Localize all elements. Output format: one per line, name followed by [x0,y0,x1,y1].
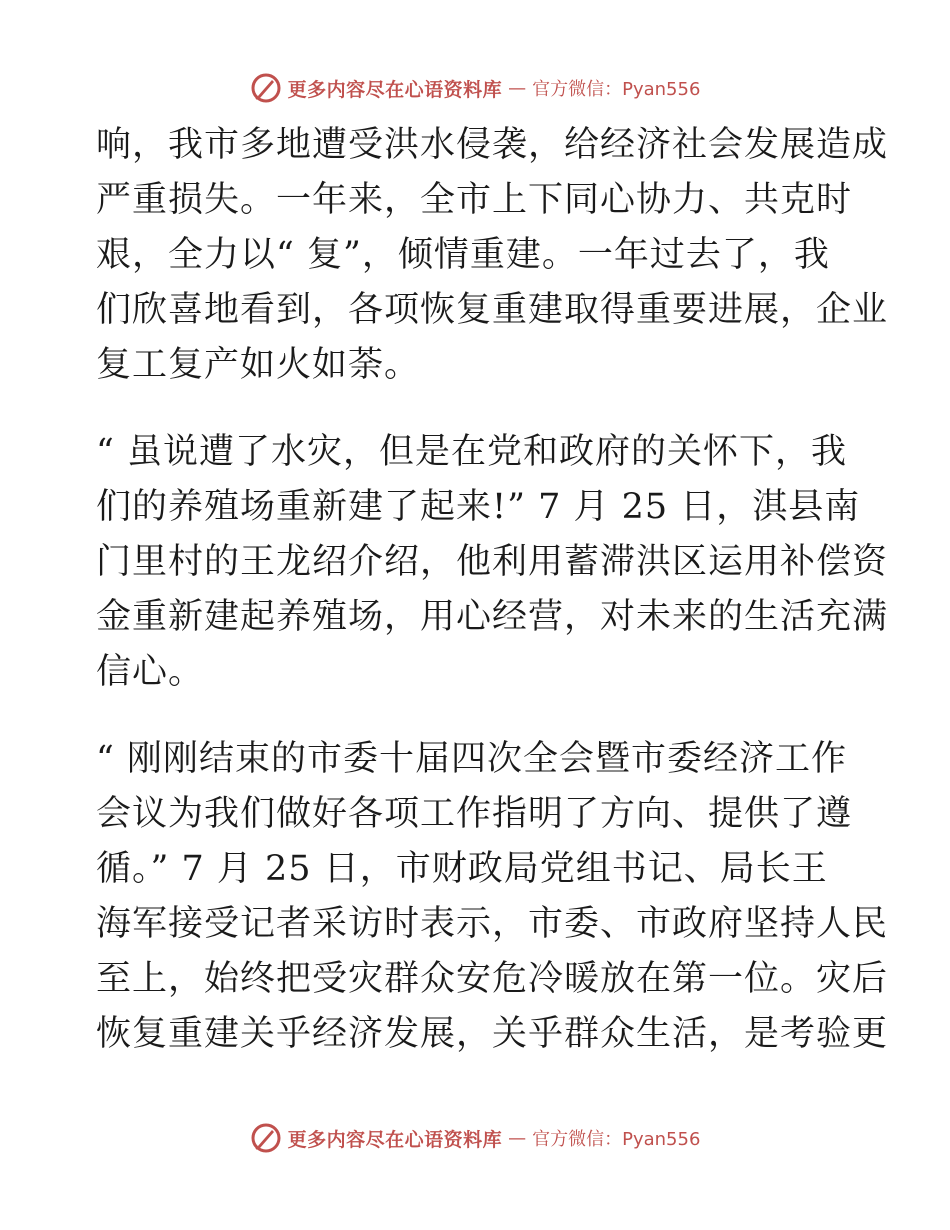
watermark-wechat-text: 官方微信：Pyan556 [532,79,701,100]
page-header-watermark [0,72,950,104]
text-line: 严重损失。一年来，全市上下同心协力、共克时 [96,180,853,220]
text-line: 复工复产如火如荼。 [96,345,421,385]
text-line: 海军接受记者采访时表示，市委、市政府坚持人民 [96,904,889,944]
watermark-dash: — [508,1127,527,1149]
watermark-wechat-text: 官方微信：Pyan556 [532,1129,701,1150]
text-line: 会议为我们做好各项工作指明了方向、提供了遵 [96,794,853,834]
text-line: 金重新建起养殖场，用心经营，对未来的生活充满 [96,597,889,637]
text-line: 门里村的王龙绍介绍，他利用蓄滞洪区运用补偿资 [96,542,889,582]
text-line: 循。” 7 月 25 日，市财政局党组书记、局长王 [96,849,828,889]
watermark-site-text: 更多内容尽在心语资料库 [287,78,503,101]
page-footer-watermark [0,1122,950,1154]
paragraph-3 [96,732,889,1062]
document-body [96,118,889,1062]
feather-pen-logo-icon [250,1122,282,1154]
text-line: 响，我市多地遭受洪水侵袭，给经济社会发展造成 [96,125,889,165]
watermark-site-text: 更多内容尽在心语资料库 [287,1128,503,1151]
text-line: 至上，始终把受灾群众安危冷暖放在第一位。灾后 [96,959,889,999]
text-line: 恢复重建关乎经济发展，关乎群众生活，是考验更 [96,1014,889,1054]
text-line: “ 虽说遭了水灾，但是在党和政府的关怀下，我 [96,432,848,472]
text-line: 们欣喜地看到，各项恢复重建取得重要进展，企业 [96,290,889,330]
text-line: 信心。 [96,652,205,692]
paragraph-1 [96,118,889,393]
text-line: 艰，全力以“ 复”，倾情重建。一年过去了，我 [96,235,830,275]
text-line: “ 刚刚结束的市委十届四次全会暨市委经济工作 [96,739,848,779]
paragraph-2 [96,425,889,700]
feather-pen-logo-icon [250,72,282,104]
watermark-dash: — [508,77,527,99]
text-line: 们的养殖场重新建了起来!” 7 月 25 日，淇县南 [96,487,861,527]
